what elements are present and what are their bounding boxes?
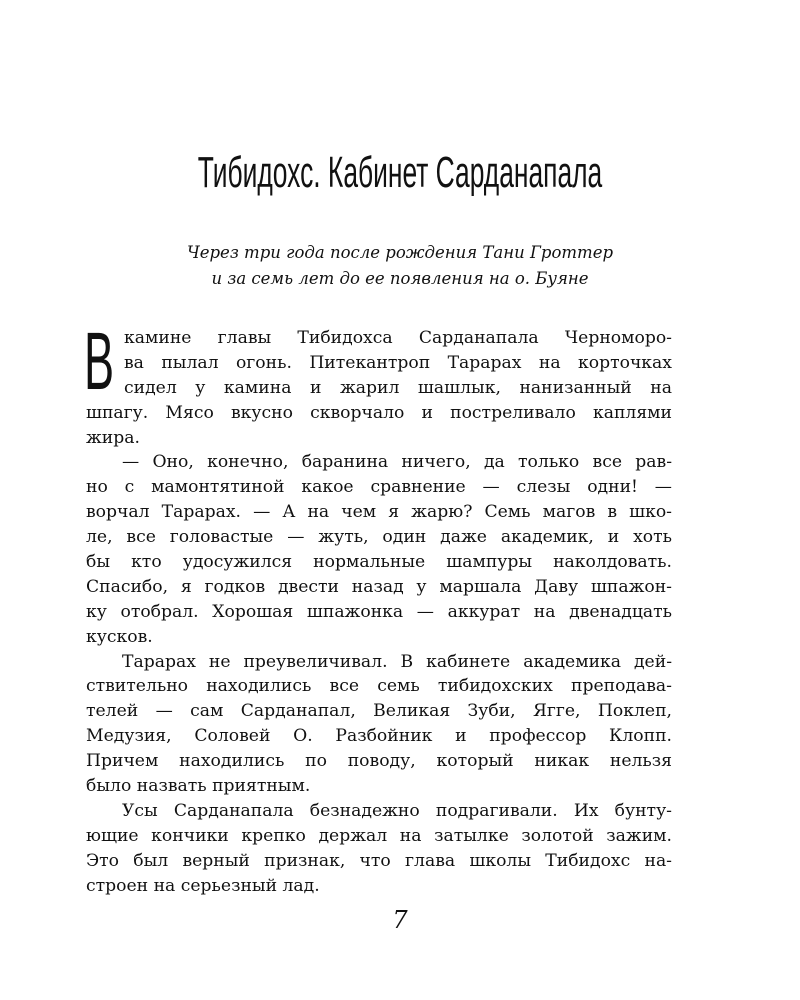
text-line: ва пылал огонь. Питекантроп Тарарах на корточках: [124, 352, 672, 373]
text-line: сидел у камина и жарил шашлык, нанизанный на: [124, 377, 672, 398]
text-line: ствительно находились все семь тибидохских преподава-: [86, 676, 672, 697]
text-line: Спасибо, я годков двести назад у маршала Даву шпажон-: [86, 576, 672, 597]
page-number: 7: [392, 906, 408, 934]
text-line: бы кто удосужился нормальные шампуры наколдовать.: [86, 552, 672, 573]
text-line: ющие кончики крепко держал на затылке золотой зажим.: [86, 825, 672, 846]
text-line: ле, все головастые — жуть, один даже академик, и хоть: [86, 527, 672, 548]
text-line: телей — сам Сарданапал, Великая Зуби, Ягге, Поклеп,: [86, 701, 672, 722]
text-line: — Оно, конечно, баранина ничего, да только все рав-: [122, 452, 672, 473]
text-line: ку отобрал. Хорошая шпажонка — аккурат на двенадцать: [86, 601, 672, 622]
text-line: Это был верный признак, что глава школы Тибидохс на-: [86, 850, 672, 871]
text-line: но с мамонтятиной какое сравнение — слезы одни! —: [86, 477, 672, 498]
text-line: камине главы Тибидохса Сарданапала Черноморо-: [124, 328, 672, 348]
text-line: Медузия, Соловей О. Разбойник и профессор Клопп.: [86, 726, 672, 747]
chapter-title: Тибидохс. Кабинет Сарданапала: [197, 148, 603, 197]
text-line: ворчал Тарарах. — А на чем я жарю? Семь магов в шко-: [86, 502, 672, 523]
text-line: строен на серьезный лад.: [86, 875, 320, 896]
epigraph-line-1: Через три года после рождения Тани Гроттер: [186, 243, 614, 262]
text-line: шпагу. Мясо вкусно скворчало и постреливало каплями: [86, 402, 672, 423]
text-line: Тарарах не преувеличивал. В кабинете академика дей-: [122, 651, 672, 672]
drop-cap: В: [84, 316, 115, 407]
text-line: кусков.: [86, 626, 153, 647]
text-line: жира.: [86, 427, 140, 448]
epigraph-line-2: и за семь лет до ее появления на о. Буяне: [211, 269, 589, 288]
text-line: Причем находились по поводу, который никак нельзя: [86, 751, 672, 772]
text-line: Усы Сарданапала безнадежно подрагивали. Их бунту-: [122, 800, 672, 821]
body-text: [84, 316, 672, 898]
text-line: было назвать приятным.: [86, 776, 311, 797]
epigraph: [0, 240, 800, 292]
